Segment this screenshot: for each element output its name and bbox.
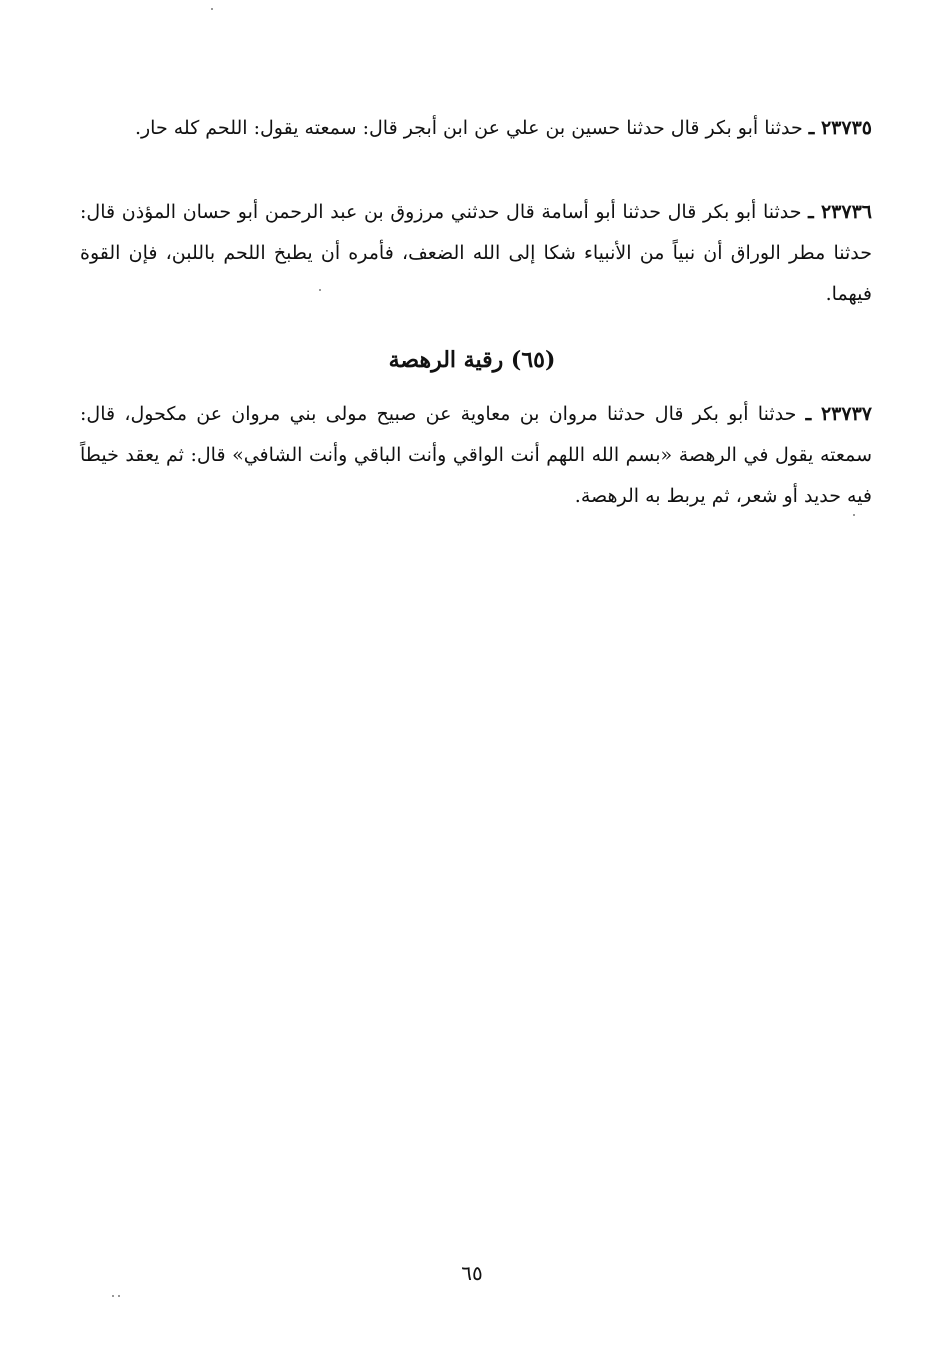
hadith-number: ٢٣٧٣٦ ـ (808, 201, 872, 223)
scan-speck (211, 8, 213, 10)
hadith-paragraph-23736 (80, 192, 872, 315)
scan-speck (118, 1295, 120, 1297)
hadith-paragraph-23735 (80, 108, 872, 149)
scan-speck (112, 1295, 114, 1297)
scan-speck (319, 289, 321, 291)
page-number: ٦٥ (461, 1261, 483, 1285)
hadith-text: حدثنا أبو بكر قال حدثنا أبو أسامة قال حدثني مرزوق بن عبد الرحمن أبو حسان المؤذن قال: حدثنا مطر الوراق أن نبياً من الأنبياء شكا إلى الله الضعف، فأمره أن يطبخ اللحم باللبن، فإن القوة فيهما. (80, 201, 872, 305)
hadith-number: ٢٣٧٣٧ ـ (805, 403, 872, 425)
hadith-text: حدثنا أبو بكر قال حدثنا حسين بن علي عن ابن أبجر قال: سمعته يقول: اللحم كله حار. (134, 117, 803, 139)
hadith-text: حدثنا أبو بكر قال حدثنا مروان بن معاوية عن صبيح مولى بني مروان عن مكحول، قال: سمعته يقول في الرهصة «بسم الله اللهم أنت الواقي وأنت الباقي وأنت الشافي» قال: ثم يعقد خيطاً فيه حديد أو شعر، ثم يربط به الرهصة. (80, 403, 872, 507)
scan-speck (853, 514, 855, 516)
hadith-paragraph-23737 (80, 394, 872, 517)
section-title: (٦٥) رقية الرهصة (388, 347, 556, 373)
hadith-number: ٢٣٧٣٥ ـ (808, 117, 872, 139)
